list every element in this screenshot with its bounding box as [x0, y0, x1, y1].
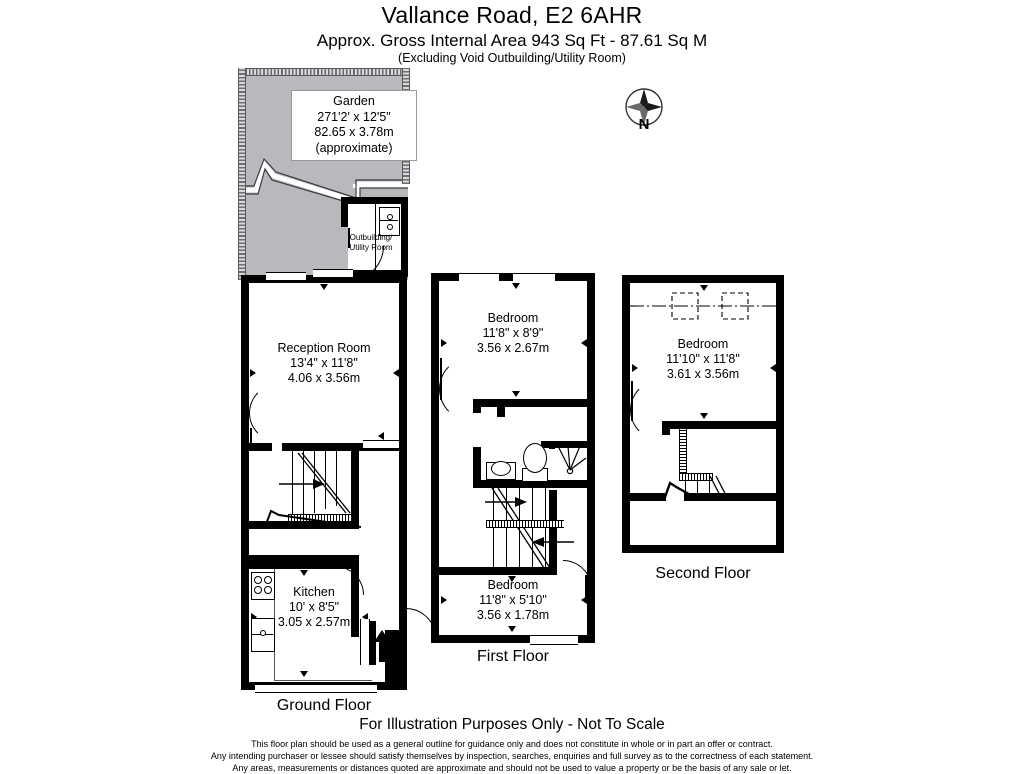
bedroom-front-imperial: 11'8" x 8'9" — [482, 326, 544, 340]
bedroom-second-imperial: 11'10" x 11'8" — [666, 352, 740, 366]
skylight-detail — [630, 286, 776, 326]
bedroom-second-name: Bedroom — [677, 337, 729, 351]
entrance-arrow-icon — [373, 630, 391, 662]
room-bedroom-front-label — [439, 311, 587, 356]
gross-internal-area: Approx. Gross Internal Area 943 Sq Ft - 87.61 Sq M — [316, 31, 708, 50]
garden-qualifier: (approximate) — [315, 140, 393, 155]
floor-label-ground: Ground Floor — [276, 697, 372, 714]
ground-wall-right-upper — [399, 275, 407, 445]
bedroom-front-door-arc — [439, 357, 503, 421]
kitchen-metric: 3.05 x 2.57m — [277, 615, 351, 629]
reception-metric: 4.06 x 3.56m — [287, 371, 361, 385]
area-exclusion-note: (Excluding Void Outbuilding/Utility Room) — [398, 51, 626, 65]
reception-name: Reception Room — [277, 341, 371, 355]
compass-rose-icon — [623, 86, 665, 146]
disclaimer-line-3: Any areas, measurements or distances quoted are approximate and should not be used to value a property or be the basis of any sale or let. — [232, 763, 792, 773]
ground-wall-left — [241, 275, 249, 690]
floor-label-first: First Floor — [477, 648, 549, 665]
reception-door-arc — [249, 384, 307, 442]
garden-metric: 82.65 x 3.78m — [314, 125, 394, 139]
room-outbuilding-label — [336, 233, 406, 253]
garden-boundary-left — [238, 68, 246, 280]
outbuilding-name-line1: Outbuilding/ — [349, 233, 393, 242]
illustration-notice: For Illustration Purposes Only - Not To Scale — [359, 716, 665, 733]
garden-boundary-top — [238, 68, 408, 76]
reception-imperial: 13'4" x 11'8" — [290, 356, 358, 370]
kitchen-imperial: 10' x 8'5" — [288, 600, 340, 614]
floor-label-second: Second Floor — [655, 565, 751, 582]
washing-machine-icon — [379, 207, 400, 236]
garden-imperial: 271'2' x 12'5" — [317, 109, 391, 124]
bedroom-front-name: Bedroom — [487, 311, 539, 325]
garden-name: Garden — [333, 94, 375, 108]
disclaimer-line-1: This floor plan should be used as a general outline for guidance only and does not constitute in whole or in part an offer or contract. — [251, 739, 773, 749]
garden-label — [291, 90, 417, 161]
bedroom-rear-name: Bedroom — [487, 578, 539, 592]
outbuilding-name-line2: Utility Room — [349, 243, 393, 252]
bedroom-front-metric: 3.56 x 2.67m — [476, 341, 550, 355]
room-reception-label — [249, 341, 399, 386]
compass-north-label: N — [638, 116, 650, 133]
page-title: Vallance Road, E2 6AHR — [381, 2, 643, 28]
bedroom-rear-metric: 3.56 x 1.78m — [476, 608, 550, 622]
bedroom-rear-imperial: 11'8" x 5'10" — [479, 593, 547, 607]
shower-icon — [554, 444, 588, 478]
kitchen-name: Kitchen — [293, 585, 335, 599]
room-bedroom-second-label — [630, 337, 776, 382]
bedroom-second-metric: 3.61 x 3.56m — [666, 367, 740, 381]
disclaimer-line-2: Any intending purchaser or lessee should satisfy themselves by inspection, searches, enquiries and full survey as to the correctness of each statement. — [210, 751, 814, 761]
